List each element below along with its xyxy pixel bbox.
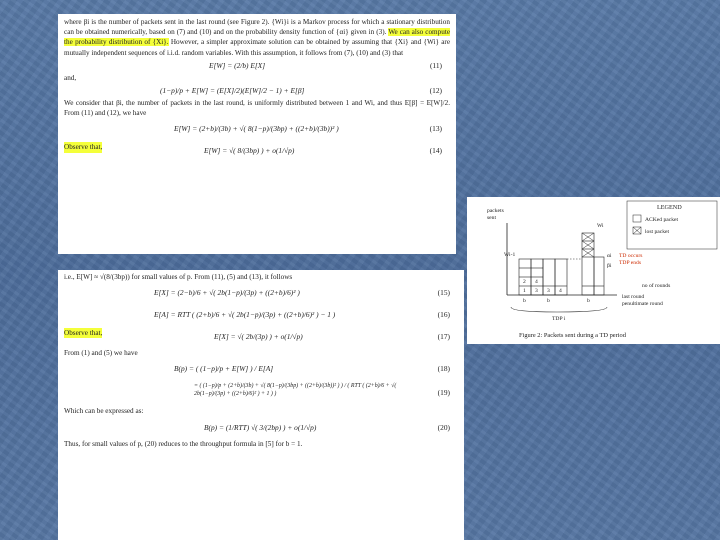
- svg-text:3: 3: [535, 288, 538, 294]
- equation-18-body: B(p) = ( (1−p)/p + E[W] ) / E[A]: [174, 364, 274, 374]
- no-of-rounds-label: no of rounds: [642, 283, 671, 289]
- expressed-text: Which can be expressed as:: [64, 407, 144, 416]
- conclusion-text: Thus, for small values of p, (20) reduces to the throughput formula in [5] for b = 1.: [64, 439, 303, 448]
- equation-15-body: E[X] = (2−b)/6 + √( 2b(1−p)/(3p) + ((2+b)/6)² ): [154, 288, 300, 298]
- and-text: and,: [64, 73, 77, 82]
- equation-17-body: E[X] = √( 2b/(3p) ) + o(1/√p): [214, 332, 303, 342]
- equation-13-body: E[W] = (2+b)/(3b) + √( 8(1−p)/(3bp) + ((2+b)/(3b))² ): [174, 124, 339, 134]
- alpha-label: αi: [607, 253, 612, 259]
- last-round-label: last round: [622, 294, 645, 300]
- highlighted-sentence: We can also compute the probability distribution of {Xi}.: [64, 28, 451, 47]
- b-label-1: b: [523, 298, 526, 304]
- penultimate-label: penultimate round: [622, 301, 663, 307]
- tdp-ends-label: TDP ends: [619, 260, 642, 266]
- b-label-3: b: [587, 298, 590, 304]
- cell-numbers: [523, 279, 562, 294]
- w-i-label: Wi: [597, 223, 604, 229]
- equation-19-number: (19): [437, 388, 450, 398]
- equation-20-number: (20): [437, 422, 450, 432]
- observe-highlight: Observe that,: [64, 143, 103, 152]
- intro-paragraph: [64, 17, 450, 58]
- equation-18: [64, 358, 458, 380]
- equation-13-number: (13): [429, 124, 442, 134]
- paper-excerpt-bottom: [58, 270, 464, 540]
- td-occurs-label: TD occurs: [619, 253, 643, 259]
- equation-20-body: B(p) = (1/RTT) √( 3/(2bp) ) + o(1/√p): [204, 422, 317, 432]
- beta-label: βi: [607, 263, 612, 269]
- equation-12-body: (1−p)/p + E[W] = (E[X]/2)(E[W]/2 − 1) + E[β]: [160, 86, 305, 96]
- equation-15-number: (15): [437, 288, 450, 298]
- svg-text:1: 1: [523, 288, 526, 294]
- equation-18-number: (18): [437, 364, 450, 374]
- equation-13: [64, 118, 450, 140]
- equation-11-body: E[W] = (2/b) E[X]: [209, 60, 266, 70]
- equation-16-body: E[A] = RTT ( (2+b)/6 + √( 2b(1−p)/(3p) + ((2+b)/6)² ) − 1 ): [154, 310, 336, 320]
- equation-17-number: (17): [437, 332, 450, 342]
- legend-acked-swatch: [633, 215, 641, 222]
- equation-12-number: (12): [429, 86, 442, 96]
- equation-14-number: (14): [429, 146, 442, 156]
- equation-20: [64, 417, 458, 439]
- y-label-packets: packets: [487, 208, 504, 214]
- consider-paragraph: We consider that βi, the number of packets in the last round, is uniformly distributed between 1 and Wi, and thus E[β] = E[W]/2. From (11) and (12), we have: [64, 99, 450, 118]
- figure-caption: Figure 2: Packets sent during a TD period: [519, 332, 626, 339]
- lost-packet-hatching: [582, 233, 594, 257]
- paper-excerpt-top: [58, 14, 456, 254]
- last-round-column: [594, 257, 604, 295]
- tdp-label: TDP i: [552, 316, 566, 322]
- equation-12: [64, 83, 450, 98]
- equation-16-number: (16): [437, 310, 450, 320]
- td-period-diagram: [467, 197, 720, 344]
- tdp-bracket: [511, 307, 607, 312]
- equation-11: [64, 58, 450, 73]
- svg-text:4: 4: [559, 288, 562, 294]
- svg-text:2: 2: [523, 279, 526, 285]
- equation-19-body: = ( (1−p)/p + (2+b)/(3b) + √( 8(1−p)/(3bp) + ((2+b)/(3b))² ) ) / ( RTT ( (2+b)/6 + √( 2b(1−p)/(3p) + ((2+b)/6)² ) + 1 ) ): [194, 383, 397, 398]
- equation-14-body: E[W] = √( 8/(3bp) ) + o(1/√p): [204, 146, 295, 156]
- svg-text:4: 4: [535, 279, 538, 285]
- from-text: From (1) and (5) we have: [64, 349, 138, 358]
- equation-16: [64, 304, 458, 326]
- figure-2-panel: [467, 197, 720, 344]
- legend-acked-label: ACKed packet: [645, 217, 679, 223]
- equation-14: [64, 140, 450, 162]
- b-label-2: b: [547, 298, 550, 304]
- equation-19: [64, 380, 458, 406]
- equation-11-number: (11): [429, 60, 442, 70]
- intro-tail-text: However, a simpler approximate solution can be obtained by assuming that {Xi} and {Wi} are mutually independent sequences of i.i.d. random variables. With this assumption, it follows from (7), (10) and (3) that: [64, 38, 451, 57]
- legend-title: LEGEND: [657, 204, 682, 211]
- intro-text: where βi is the number of packets sent in the last round (see Figure 2). {Wi}i is a Markov process for which a stationary distribution can be obtained numerically, based on (7) and (10) and on the probability density function of {αi} given in (3).: [64, 18, 450, 37]
- legend-lost-label: lost packet: [645, 229, 670, 235]
- y-label-sent: sent: [487, 215, 497, 221]
- equation-17: [64, 326, 458, 348]
- packet-columns: [519, 233, 604, 295]
- svg-text:3: 3: [547, 288, 550, 294]
- w-i1-label: Wi-1: [504, 252, 516, 258]
- equation-15: [64, 282, 458, 304]
- observe-highlight-2: Observe that,: [64, 329, 103, 338]
- bottom-intro: i.e., E[W] ≈ √(8/(3bp)) for small values of p. From (11), (5) and (13), it follows: [64, 273, 293, 281]
